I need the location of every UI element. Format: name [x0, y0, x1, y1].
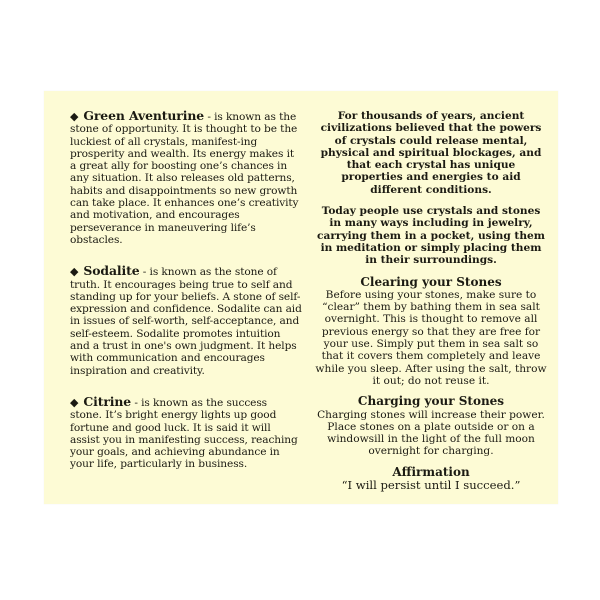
charging-heading: Charging your Stones — [357, 394, 505, 409]
info-column — [315, 110, 547, 491]
diamond-icon: ◆ — [70, 265, 79, 279]
affirmation-heading: Affirmation — [392, 464, 470, 479]
stone-description: - is known as the success stone. It’s bright energy lights up good fortune and good luck. It is said it will assist you in manifesting success, reaching your goals, and achieving abundance in your life, particularly in business. — [70, 396, 298, 471]
diamond-icon: ◆ — [70, 110, 79, 123]
stone-description: - is known as the stone of truth. It encourages being true to self and standing up for your beliefs. A stone of self-expression and confidence. Sodalite can aid in issues of self-worth, self-acceptance, and self-esteem. Sodalite promotes intuition and a trust in one's own judgment. It helps with communication and encourages inspiration and creativity. — [70, 266, 302, 377]
affirmation-quote: “I will persist until I succeed.” — [341, 478, 521, 493]
stone-entry-green-aventurine — [70, 110, 302, 246]
stone-description: - is known as the stone of opportunity. It is thought to be the luckiest of all crystals, manifest-ing prosperity and wealth. Its energy makes it a great ally for boosting one’s chances in any situation. It also releases old patterns, habits and disappointments so new growth can take place. It enhances one’s creativity and motivation, and encourages perseverance in maneuvering life’s obstacles. — [70, 111, 299, 246]
clearing-heading: Clearing your Stones — [360, 274, 502, 289]
usage-paragraph: Today people use crystals and stones in many ways including in jewelry, carrying them in a pocket, using them in meditation or simply placing them in their surroundings. — [317, 205, 545, 267]
info-card — [44, 91, 558, 504]
stones-column — [70, 110, 302, 490]
diamond-icon: ◆ — [70, 395, 79, 409]
intro-paragraph: For thousands of years, ancient civilizations believed that the powers of crystals could release mental, physical and spiritual blockages, and that each crystal has unique properties and energies to aid different conditions. — [320, 110, 542, 196]
charging-text: Charging stones will increase their power. Place stones on a plate outside or on a windowsill in the light of the full moon overnight for charging. — [317, 408, 545, 458]
stone-entry-citrine — [70, 393, 302, 471]
stone-name: Green Aventurine — [83, 108, 205, 123]
stone-entry-sodalite — [70, 265, 302, 377]
stone-name: Citrine — [83, 393, 132, 409]
clearing-text: Before using your stones, make sure to “clear” them by bathing them in sea salt overnight. This is thought to remove all previous energy so that they are free for your use. Simply put them in sea salt so that it covers them completely and leave while you sleep. After using the salt, throw it out; do not reuse it. — [315, 288, 547, 387]
stone-name: Sodalite — [83, 263, 140, 279]
